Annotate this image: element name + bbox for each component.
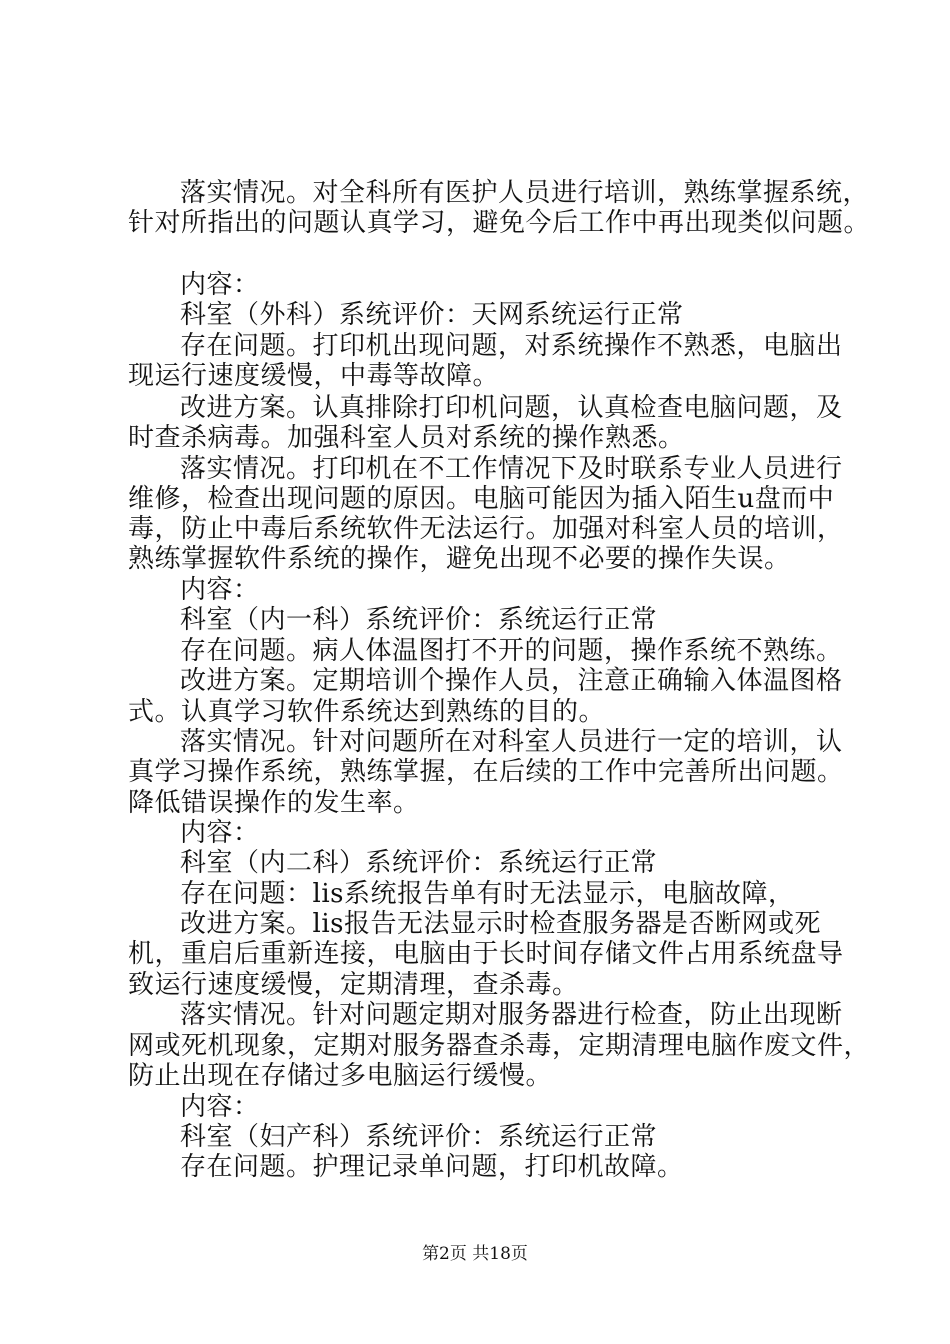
paragraph-line: 时查杀病毒。加强科室人员对系统的操作熟悉。 (128, 423, 685, 453)
paragraph-line: 改进方案。认真排除打印机问题，认真检查电脑问题，及 (180, 393, 843, 423)
section-heading: 内容： (180, 575, 260, 605)
section-heading: 内容： (180, 818, 260, 848)
department-evaluation: 科室（内二科）系统评价：系统运行正常 (180, 848, 658, 878)
paragraph-line: 防止出现在存储过多电脑运行缓慢。 (128, 1061, 553, 1091)
paragraph-line: 网或死机现象，定期对服务器查杀毒，定期清理电脑作废文件， (128, 1031, 871, 1061)
paragraph-line: 落实情况。打印机在不工作情况下及时联系专业人员进行 (180, 454, 843, 484)
paragraph-line: 落实情况。针对问题所在对科室人员进行一定的培训，认 (180, 727, 843, 757)
paragraph-line: 存在问题。打印机出现问题，对系统操作不熟悉，电脑出 (180, 331, 843, 361)
paragraph-line: 存在问题。病人体温图打不开的问题，操作系统不熟练。 (180, 636, 843, 666)
paragraph-line: 落实情况。对全科所有医护人员进行培训，熟练掌握系统， (180, 178, 870, 208)
paragraph-line: 改进方案。定期培训个操作人员，注意正确输入体温图格 (180, 666, 843, 696)
paragraph-line: 式。认真学习软件系统达到熟练的目的。 (128, 697, 606, 727)
paragraph-line: 机，重启后重新连接，电脑由于长时间存储文件占用系统盘导 (128, 939, 844, 969)
section-heading: 内容： (180, 270, 260, 300)
page-footer (0, 1243, 950, 1265)
paragraph-line: 降低错误操作的发生率。 (128, 788, 420, 818)
paragraph-line: 维修，检查出现问题的原因。电脑可能因为插入陌生u盘而中 (128, 484, 835, 514)
department-evaluation: 科室（内一科）系统评价：系统运行正常 (180, 605, 658, 635)
page-number-label: 第2页 共18页 (422, 1244, 528, 1264)
department-evaluation: 科室（妇产科）系统评价：系统运行正常 (180, 1122, 658, 1152)
paragraph-line: 毒，防止中毒后系统软件无法运行。加强对科室人员的培训， (128, 514, 844, 544)
section-heading: 内容： (180, 1092, 260, 1122)
paragraph-line: 落实情况。针对问题定期对服务器进行检查，防止出现断 (180, 1000, 843, 1030)
paragraph-line: 致运行速度缓慢，定期清理，查杀毒。 (128, 970, 579, 1000)
paragraph-line: 熟练掌握软件系统的操作，避免出现不必要的操作失误。 (128, 544, 791, 574)
paragraph-line: 存在问题。护理记录单问题，打印机故障。 (180, 1152, 684, 1182)
paragraph-line: 存在问题：lis系统报告单有时无法显示，电脑故障， (180, 879, 795, 909)
paragraph-line: 现运行速度缓慢，中毒等故障。 (128, 361, 500, 391)
paragraph-line: 改进方案。lis报告无法显示时检查服务器是否断网或死 (180, 909, 821, 939)
paragraph-line: 真学习操作系统，熟练掌握，在后续的工作中完善所出问题。 (128, 757, 844, 787)
paragraph-line: 针对所指出的问题认真学习，避免今后工作中再出现类似问题。 (128, 208, 871, 238)
department-evaluation: 科室（外科）系统评价：天网系统运行正常 (180, 300, 684, 330)
